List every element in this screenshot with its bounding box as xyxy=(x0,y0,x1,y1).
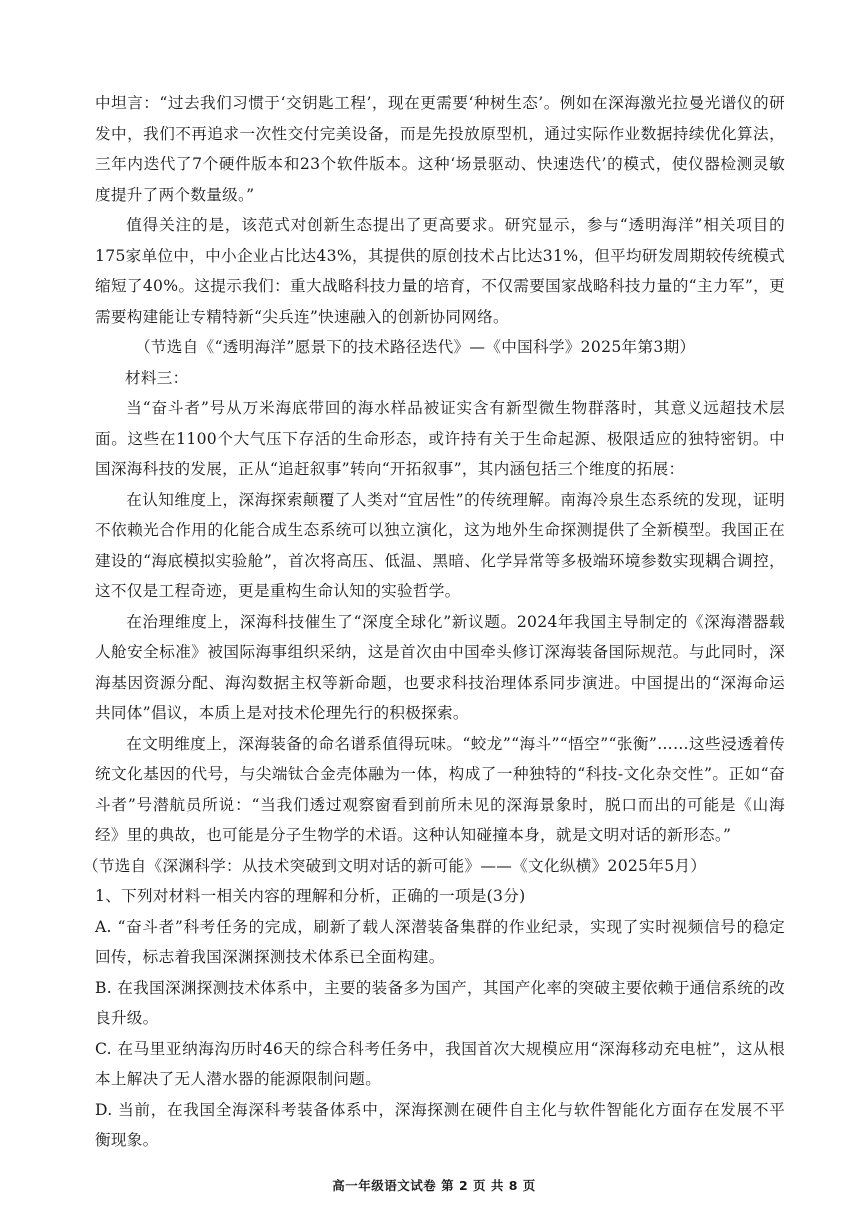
paragraph-governance: 在治理维度上，深海科技催生了“深度全球化”新议题。2024年我国主导制定的《深海潜器载人舱安全标准》被国际海事组织采纳，这是首次由中国牵头修订深海装备国际规范。与此同时，深海基因资源分配、海沟数据主权等新命题，也要求科技治理体系同步演进。中国提出的“深海命运共同体”倡议，本质上是对技术伦理先行的积极探索。 xyxy=(95,612,785,722)
source-citation-2: （节选自《“透明海洋”愿景下的技术路径迭代》—《中国科学》2025年第3期） xyxy=(135,338,696,356)
option-c: C. 在马里亚纳海沟历时46天的综合科考任务中，我国首次大规模应用“深海移动充电桩”，这从根本上解决了无人潜水器的能源限制问题。 xyxy=(95,1039,785,1088)
paragraph-cognition: 在认知维度上，深海探索颠覆了人类对“宜居性”的传统理解。南海冷泉生态系统的发现，证明不依赖光合作用的化能合成生态系统可以独立演化，这为地外生命探测提供了全新模型。我国正在建设的“海底模拟实验舱”，首次将高压、低温、黑暗、化学异常等多极端环境参数实现耦合调控，这不仅是工程奇迹，更是重构生命认知的实验哲学。 xyxy=(95,490,785,600)
page-footer: 高一年级语文试卷 第 2 页 共 8 页 xyxy=(332,1178,536,1193)
paragraph-civilization: 在文明维度上，深海装备的命名谱系值得玩味。“蛟龙”“海斗”“悟空”“张衡”……这些浸透着传统文化基因的代号，与尖端钛合金壳体融为一体，构成了一种独特的“科技-文化杂交性”。正如“奋斗者”号潜航员所说：“当我们透过观察窗看到前所未见的深海景象时，脱口而出的可能是《山海经》里的典故，也可能是分子生物学的术语。这种认知碰撞本身，就是文明对话的新形态。” xyxy=(95,734,785,844)
source-citation-3: （节选自《深渊科学：从技术突破到文明对话的新可能》——《文化纵横》2025年5月） xyxy=(83,856,707,875)
paragraph-fendouzhe: 当“奋斗者”号从万米海底带回的海水样品被证实含有新型微生物群落时，其意义远超技术层面。这些在1100个大气压下存活的生命形态，或许持有关于生命起源、极限适应的独特密钥。中国深海科技的发展，正从“追赶叙事”转向“开拓叙事”，其内涵包括三个维度的拓展： xyxy=(95,399,785,478)
page-body xyxy=(83,88,785,1156)
paragraph-continued: 中坦言：“过去我们习惯于‘交钥匙工程’，现在更需要‘种树生态’。例如在深海激光拉曼光谱仪的研发中，我们不再追求一次性交付完美设备，而是先投放原型机，通过实际作业数据持续优化算法，三年内迭代了7个硬件版本和23个软件版本。这种‘场景驱动、快速迭代’的模式，使仪器检测灵敏度提升了两个数量级。” xyxy=(95,94,785,204)
paragraph-ecosystem: 值得关注的是，该范式对创新生态提出了更高要求。研究显示，参与“透明海洋”相关项目的175家单位中，中小企业占比达43%，其提供的原创技术占比达31%，但平均研发周期较传统模式缩短了40%。这提示我们：重大战略科技力量的培育，不仅需要国家战略科技力量的“主力军”，更需要构建能让专精特新“尖兵连”快速融入的创新协同网络。 xyxy=(95,216,785,326)
material-3-label: 材料三： xyxy=(125,368,189,387)
option-b: B. 在我国深渊探测技术体系中，主要的装备多为国产，其国产化率的突破主要依赖于通信系统的改良升级。 xyxy=(95,978,785,1027)
question-stem: 1、下列对材料一相关内容的理解和分析，正确的一项是(3分) xyxy=(95,887,526,905)
option-d: D. 当前，在我国全海深科考装备体系中，深海探测在硬件自主化与软件智能化方面存在发展不平衡现象。 xyxy=(95,1100,785,1149)
option-a: A. “奋斗者”科考任务的完成，刷新了载人深潜装备集群的作业纪录，实现了实时视频信号的稳定回传，标志着我国深渊探测技术体系已全面构建。 xyxy=(95,917,785,966)
